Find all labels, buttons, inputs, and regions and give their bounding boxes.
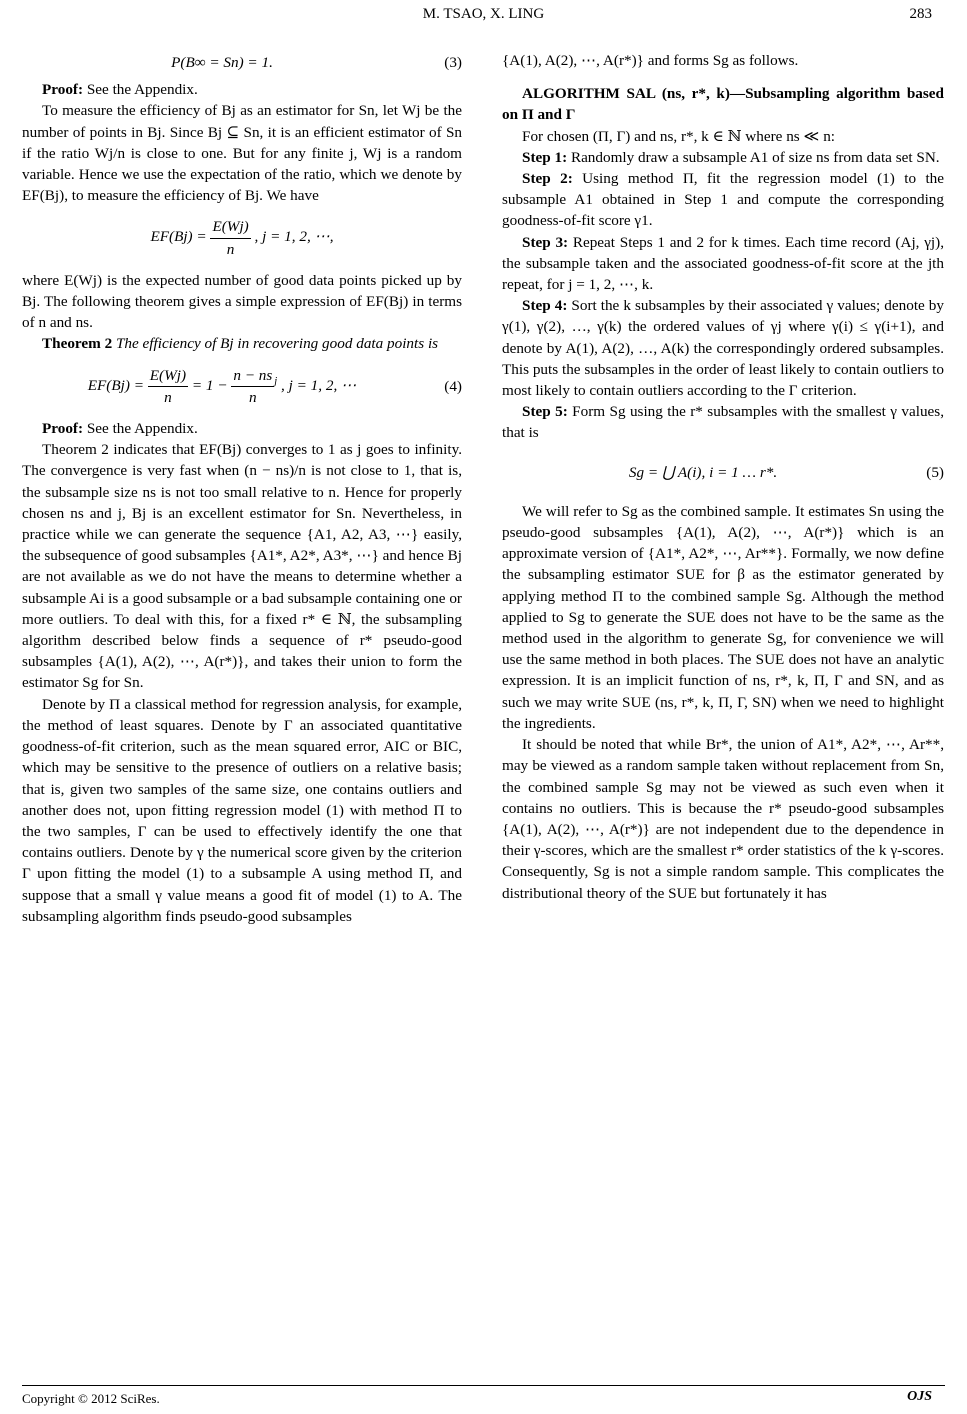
step-4-text: Sort the k subsamples by their associated γ values; denote by γ(1), γ(2), …, γ(k) the ordered values of γj where γ(i) ≤ γ(i+1), and denote by A(1), A(2), …, A(k) the correspondingly ordered subsamples. This puts the subsamples in the order of least likely to contain outliers to most likely to contain outliers according to the Γ criterion. [502, 297, 944, 400]
journal-name: OJS [907, 1389, 932, 1404]
equation-4-number: (4) [444, 377, 462, 395]
paragraph-expected: where E(Wj) is the expected number of good data points picked up by Bj. The following theorem gives a simple expression of EF(Bj) in terms of n and ns. [22, 271, 462, 332]
step-3-text: Repeat Steps 1 and 2 for k times. Each time record (Aj, γj), the subsample taken and the associated goodness-of-fit score at the jth repeat, for j = 1, 2, ⋯, k. [502, 233, 944, 294]
equation-4-denominator-1: n [164, 388, 172, 406]
paragraph-forms-sg: {A(1), A(2), ⋯, A(r*)} and forms Sg as follows. [502, 52, 799, 69]
theorem-2-text: The efficiency of Bj in recovering good data points is [112, 335, 439, 353]
equation-4 [22, 365, 462, 408]
equation-3-body: P(B∞ = Sn) = 1. [171, 54, 273, 71]
proof-2 [22, 418, 462, 439]
paragraph-combined-sample: We will refer to Sg as the combined sample. It estimates Sn using the pseudo-good subsamples {A(1), A(2), ⋯, A(r*)} which is an approximate version of {A1*, A2*, ⋯, Ar**}. Formally, we now define the subsampling estimator SUE for β as the estimator generated by applying method Π to the combined sample Sg. Although the method applied to Sg to generate the SUE does not have to be the same as the method used in the algorithm to generate Sg, for convenience we will use the same method in both places. The SUE does not have an analytic expression. It is an implicit function of ns, r*, k, Π, Γ and SN, and as such we may write SUE (ns, r*, k, Π, Γ, SN) when we need to highlight the ingredients. [502, 502, 944, 732]
step-2-text: Using method Π, fit the regression model (1) to the subsample A1 obtained in Step 1 and compute the corresponding goodness-of-fit score γ1. [502, 170, 944, 230]
equation-efficiency-numerator: E(Wj) [210, 216, 250, 238]
step-1-text: Randomly draw a subsample A1 of size ns from data set SN. [567, 148, 940, 166]
equation-5-number: (5) [926, 463, 944, 481]
page-header [0, 0, 967, 24]
paragraph-method-pi: Denote by Π a classical method for regression analysis, for example, the method of least squares. Denote by Γ an associated quantitative goodness-of-fit criterion, such as the mean squared error, AIC or BIC, which may be sensitive to the presence of outliers on a relative basis; that is, given two samples of the same size, one contains outliers and another does not, upon fitting regression model (1) with method Π to the two samples, Γ can be used to effectively identify the one that contains outliers. Denote by γ the numerical score given by the criterion Γ upon fitting the model (1) to a subsample A using method Π, and suppose that a small γ value means a good fit of model (1) to A. The subsampling algorithm finds pseudo-good subsamples [22, 695, 462, 925]
equation-3 [22, 52, 462, 73]
equation-efficiency-denominator: n [226, 240, 235, 258]
step-5-label: Step 5: [522, 403, 568, 421]
equation-4-numerator-1: E(Wj) [148, 365, 188, 387]
equation-4-fraction-2 [231, 365, 274, 408]
equation-efficiency-lhs: EF(Bj) = [150, 228, 207, 246]
copyright: Copyright © 2012 SciRes. [22, 1391, 160, 1406]
step-3-label: Step 3: [522, 233, 569, 251]
algorithm-title: ALGORITHM SAL (ns, r*, k)—Subsampling algorithm based on Π and Γ [502, 85, 944, 124]
equation-4-power: j [274, 375, 278, 387]
proof-1-text: See the Appendix. [83, 81, 198, 99]
page-footer [0, 1385, 967, 1409]
step-2-label: Step 2: [522, 170, 573, 188]
theorem-2 [22, 333, 462, 354]
algorithm-step-4 [502, 295, 944, 401]
proof-2-text: See the Appendix. [83, 420, 198, 438]
equation-4-lhs: EF(Bj) = [87, 376, 144, 394]
theorem-2-label: Theorem 2 [42, 335, 113, 353]
equation-efficiency-fraction [210, 216, 250, 259]
equation-efficiency-tail: , j = 1, 2, ⋯, [254, 228, 334, 246]
step-5-text: Form Sg using the r* subsamples with the smallest γ values, that is [502, 403, 945, 442]
equation-5 [502, 462, 944, 483]
running-title: M. TSAO, X. LING [422, 6, 545, 22]
algorithm-step-2 [502, 168, 944, 232]
page-number: 283 [909, 6, 932, 22]
algorithm-step-3 [502, 232, 944, 296]
step-1-label: Step 1: [522, 148, 568, 166]
equation-4-fraction-1 [148, 365, 188, 408]
equation-4-tail: , j = 1, 2, ⋯ [281, 376, 357, 394]
equation-4-numerator-2: n − ns [231, 365, 274, 387]
paragraph-theorem-2-discussion: Theorem 2 indicates that EF(Bj) converges to 1 as j goes to infinity. The convergence is very fast when (n − ns)/n is not close to 1, that is, the subsample size ns is not too small relative to n. Hence for properly chosen ns and j, Bj is an excellent estimator for Sn. Nevertheless, in practice while we can generate the sequence {A1, A2, A3, ⋯} easily, the subsequence of good subsamples {A1*, A2*, A3*, ⋯} and hence Bj are not available as we do not have the means to determine whether a subsample Ai is a good subsample or a bad subsample containing one or more outliers. To deal with this, for a fixed r* ∈ ℕ, the subsampling algorithm described below finds a sequence of r* pseudo-good subsamples {A(1), A(2), ⋯, A(r*)}, and takes their union to form the estimator Sg for Sn. [22, 441, 462, 692]
equation-efficiency [22, 216, 462, 259]
step-4-label: Step 4: [522, 297, 568, 315]
proof-2-label: Proof: [42, 420, 84, 438]
paragraph-note: It should be noted that while Br*, the union of A1*, A2*, ⋯, Ar**, may be viewed as a random sample taken without replacement from Sn, the combined sample Sg may not be viewed as such even when it contains no outliers. This is because the r* pseudo-good subsamples {A(1), A(2), ⋯, A(r*)} are not independent due to the dependence in their γ-scores, which are the smallest r* order statistics of the k γ-scores. Consequently, Sg is not a simple random sample. This complicates the distributional theory of the SUE but fortunately it has [502, 736, 944, 902]
equation-5-body: Sg = ⋃ A(i), i = 1 … r*. [628, 463, 778, 481]
equation-4-denominator-2: n [248, 388, 257, 406]
algorithm-step-5 [502, 401, 944, 443]
equation-4-mid: = 1 − [191, 376, 228, 394]
proof-1 [22, 79, 462, 100]
paragraph-efficiency: To measure the efficiency of Bj as an estimator for Sn, let Wj be the number of points in Bj. Since Bj ⊆ Sn, it is an efficient estimator of Sn if the ratio Wj/n is close to one. But for any finite j, Wj is a random variable. Hence we use the expectation of the ratio, which we denote by EF(Bj), to measure the efficiency of Bj. We have [22, 102, 462, 205]
footer-rule [22, 1385, 945, 1386]
proof-1-label: Proof: [42, 81, 84, 99]
left-column [22, 40, 462, 927]
algorithm-intro: For chosen (Π, Γ) and ns, r*, k ∈ ℕ where ns ≪ n: [522, 127, 836, 145]
equation-3-number: (3) [444, 54, 462, 71]
right-column [502, 40, 944, 904]
algorithm-step-1 [502, 147, 944, 168]
